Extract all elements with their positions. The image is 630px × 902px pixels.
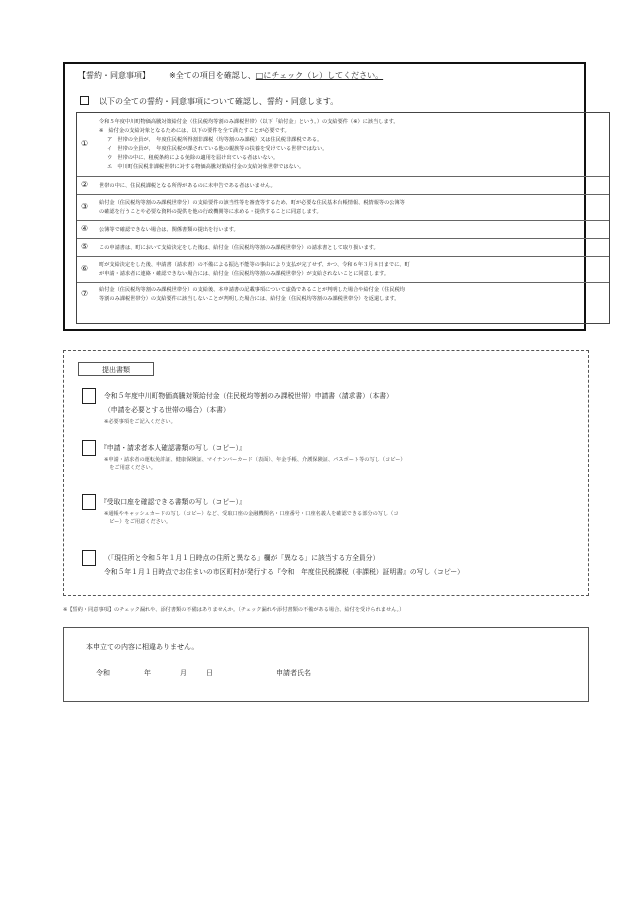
pledge-item-line: の確認を行うことや必要な資料の提供を他の行政機関等に求める・提供することに同意します。 [99, 209, 322, 215]
pledge-heading: 【誓約・同意事項】 [78, 71, 150, 80]
pledge-items-table [76, 112, 610, 324]
pledge-item-number: ③ [81, 202, 89, 211]
documents-heading: 提出書類 [78, 362, 154, 376]
pledge-item-subline: イ 世帯の全員が、 年度住民税が課されている他の親族等の扶養を受けている世帯ではない。 [107, 146, 328, 152]
pledge-header [78, 70, 383, 81]
pledge-item-subline: ウ 世帯の中に、租税条約による免除の適用を届け出ている者はいない。 [107, 155, 279, 161]
pledge-item [77, 221, 609, 239]
pledge-item [77, 239, 609, 257]
pledge-item-number: ⑥ [81, 264, 89, 273]
pledge-item [77, 283, 609, 307]
document-label: （申請を必要とする世帯の場合）（本書） [104, 406, 230, 414]
pledge-item-number: ② [81, 180, 89, 189]
date-year-label: 年 [144, 669, 151, 677]
pledge-item-text [99, 286, 601, 304]
pledge-instruction-emphasis: □にチェック（レ）してください。 [255, 71, 384, 80]
pledge-item-text [99, 244, 601, 253]
pledge-item-text [99, 199, 601, 217]
pledge-item-text [99, 261, 601, 279]
pledge-item-line: 町が支給決定をした後、申請書（請求書）の不備による振込不能等の事由により支払が完了せず、かつ、令和６年３月８日までに、町 [99, 262, 410, 268]
pledge-item-line: この申請書は、町において支給決定をした後は、給付金（住民税均等割のみ課税世帯分）の請求書として取り扱います。 [99, 244, 379, 251]
pledge-item-number: ⑦ [81, 289, 89, 298]
document-checkbox[interactable] [82, 494, 96, 510]
pledge-item-line: 給付金（住民税均等割のみ課税世帯分）の支給後、本申請書の記載事項について虚偽であることが判明した場合や給付金（住民税均 [99, 287, 405, 293]
pledge-item-number: ⑤ [81, 242, 89, 251]
document-checkbox[interactable] [82, 550, 96, 566]
pledge-item [77, 177, 609, 195]
pledge-item-line: 等割のみ課税世帯分）の支給要件に該当しないことが判明した場合には、給付金（住民税均等割のみ課税世帯分）を返還します。 [99, 296, 400, 302]
pledge-item-line: ※ 給付金の支給対象となるためには、以下の要件を全て満たすことが必要です。 [99, 128, 290, 134]
pledge-item-text [99, 118, 601, 172]
pledge-item-line: が申請・請求者に連絡・確認できない場合には、給付金（住民税均等割のみ課税世帯分）が支給されないことに同意します。 [99, 271, 390, 277]
footnote: ※【誓約・同意事項】のチェック漏れや、添付書類の不備はありませんか。（チェック漏れや添付書類の不備がある場合、給付を受けられません。） [63, 607, 405, 613]
date-day-label: 日 [206, 669, 213, 677]
date-era-label: 令和 [96, 669, 110, 677]
pledge-item-text [99, 226, 601, 235]
pledge-item-number: ④ [81, 224, 89, 233]
pledge-item [77, 195, 609, 221]
agree-row[interactable] [80, 96, 338, 107]
document-note: ピー）をご用意ください。 [104, 519, 172, 525]
document-label: 令和５年度中川町物価高騰対策給付金（住民税均等割のみ課税世帯）申請書（請求書）（本書） [104, 392, 393, 400]
document-checkbox[interactable] [82, 440, 96, 456]
pledge-item [77, 113, 609, 177]
document-label: 令和５年１月１日時点でお住まいの市区町村が発行する『令和 年度住民税課税（非課税）証明書』の写し（コピー） [104, 568, 464, 576]
document-label: 『受取口座を確認できる書類の写し（コピー）』 [100, 498, 246, 506]
document-note: をご用意ください。 [104, 465, 156, 471]
declaration-section [63, 627, 589, 702]
pledge-item-subline: エ 中川町住民税非課税世帯に対する物価高騰対策給付金の支給対象世帯ではない。 [107, 164, 305, 170]
pledge-item-subline: ア 世帯の全員が、 年度住民税所得割非課税（均等割のみ課税）又は住民税非課税である。 [107, 137, 323, 143]
agree-label: 以下の全ての誓約・同意事項について確認し、誓約・同意します。 [99, 97, 339, 106]
pledge-item-number: ① [81, 139, 89, 148]
pledge-item-line: 世帯の中に、住民税課税となる所得があるのに未申告である者はいません。 [99, 182, 276, 189]
pledge-item-line: 給付金（住民税均等割のみ課税世帯分）の支給要件の該当性等を審査等するため、町が必要な住民基本台帳情報、税情報等の公簿等 [99, 200, 405, 206]
applicant-name-label: 申請者氏名 [276, 669, 311, 677]
date-month-label: 月 [180, 669, 187, 677]
document-note: ※申請・請求者の運転免許証、健康保険証、マイナンバーカード（表面）、年金手帳、介護保険証、パスポート等の写し（コピー） [104, 457, 406, 463]
document-label: 『申請・請求者本人確認書類の写し（コピー）』 [100, 444, 246, 452]
pledge-item-line: 公簿等で確認できない場合は、関係書類の提出を行います。 [99, 226, 239, 233]
pledge-item [77, 257, 609, 283]
declaration-text: 本申立ての内容に相違ありません。 [86, 643, 199, 651]
pledge-item-text [99, 182, 601, 191]
pledge-instruction: ※全ての項目を確認し、 [169, 71, 256, 80]
pledge-item-line: 令和５年度中川町物価高騰対策給付金（住民税均等割のみ課税世帯）（以下「給付金」という。）の支給要件（※）に該当します。 [99, 119, 399, 125]
document-note: ※通帳やキャッシュカードの写し（コピー）など、受取口座の金融機関名・口座番号・口座名義人を確認できる部分の写し（コ [104, 511, 399, 517]
agree-checkbox[interactable] [80, 96, 89, 105]
document-note: ※必要事項をご記入ください。 [104, 419, 176, 425]
document-label: （「現住所と令和５年１月１日時点の住所と異なる」欄が「異なる」に該当する方全員分） [104, 554, 380, 562]
document-checkbox[interactable] [82, 388, 96, 404]
